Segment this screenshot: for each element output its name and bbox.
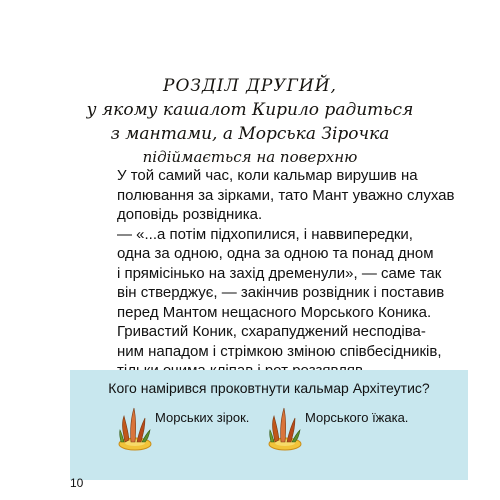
- text-line: одна за одною, одна за одною та понад дном: [117, 245, 434, 262]
- text-line: Гривастий Коник, схарапуджений несподіва-: [117, 323, 426, 340]
- chapter-subtitle-line-2: з мантами, а Морська Зірочка: [110, 124, 390, 144]
- quiz-box: [70, 370, 468, 480]
- story-text: [87, 166, 455, 381]
- quiz-option-label: Морського їжака.: [305, 410, 409, 425]
- quiz-option-1[interactable]: [115, 400, 265, 460]
- text-line: доповідь розвідника.: [117, 206, 263, 223]
- text-line: — «...а потім підхопилися, і наввипередки,: [117, 225, 413, 243]
- quiz-option-label: Морських зірок.: [155, 410, 250, 425]
- chapter-subtitle-line-1: у якому кашалот Кирило радиться: [86, 100, 414, 120]
- text-line: ним нападом і стрімкою зміною співбесідників,: [117, 342, 442, 360]
- text-line: він стверджує, — закінчив розвідник і поставив: [117, 284, 445, 301]
- quiz-question: Кого намірився проковтнути кальмар Архітеутис?: [108, 380, 430, 396]
- chapter-heading: [0, 74, 500, 169]
- seaweed-checkbox-icon[interactable]: [265, 400, 305, 460]
- page-number: 10: [70, 476, 84, 490]
- paragraph-2: [87, 225, 445, 323]
- text-line: і прямісінько на захід дременули», — саме так: [117, 264, 442, 282]
- text-line: полювання за зірками, тато Мант уважно слухав: [117, 186, 455, 204]
- paragraph-1: [87, 166, 455, 225]
- text-line: перед Мантом нещасного Морського Коника.: [117, 303, 432, 321]
- chapter-title: РОЗДІЛ ДРУГИЙ,: [163, 76, 337, 96]
- chapter-subtitle-line-3: підіймається на поверхню: [142, 148, 358, 166]
- seaweed-checkbox-icon[interactable]: [115, 400, 155, 460]
- quiz-option-2[interactable]: [265, 400, 465, 460]
- text-line: У той самий час, коли кальмар вирушив на: [117, 167, 418, 184]
